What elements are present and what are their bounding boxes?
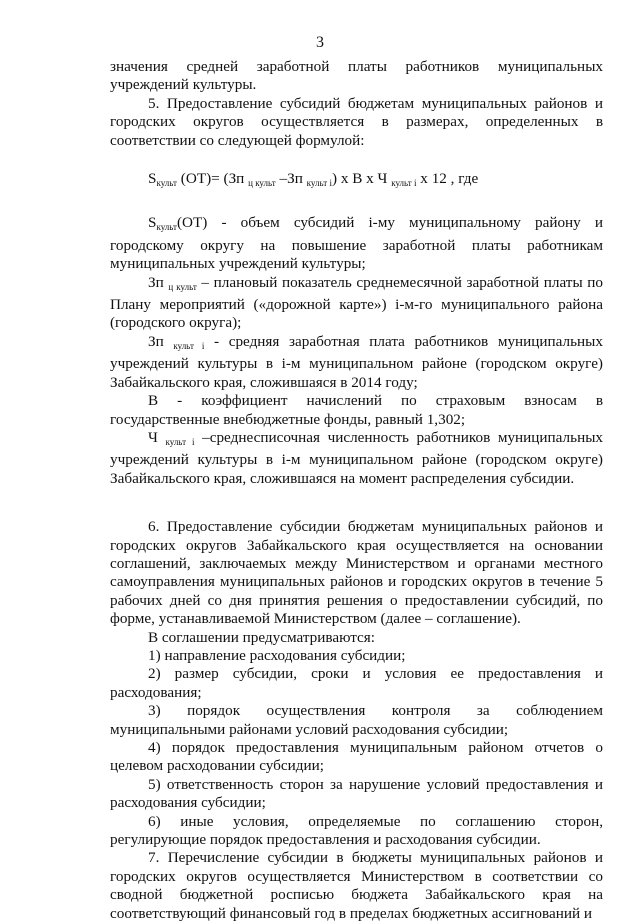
list-item: 4) порядок предоставления муниципальным районом отчетов о целевом расходовании субсидии; (110, 739, 603, 775)
definition-ch (110, 429, 603, 488)
formula-lhs: (ОТ)= (Зп (177, 170, 249, 188)
list-item: 6) иные условия, определяемые по соглашению сторон, регулирующие порядок предоставления и расходования субсидии. (110, 812, 603, 849)
subsidy-formula (110, 170, 603, 192)
def-zp-sub: культ i (173, 340, 205, 351)
def-zpc-symbol: Зп (148, 273, 169, 291)
definition-s (110, 214, 603, 273)
def-ch-sub: культ i (165, 436, 195, 447)
def-s-symbol: S (148, 214, 157, 232)
formula-tail: х 12 , где (416, 170, 479, 188)
def-s-text: (ОТ) - объем субсидий i-му муниципальному району и городскому округу на повышение заработной платы работникам муниципальных учреждений культуры; (110, 214, 603, 273)
formula-zp2-sub: культ i (306, 178, 332, 189)
formula-mid: ) х В х Ч (331, 170, 392, 188)
list-item: 2) размер субсидии, сроки и условия ее предоставления и расходования; (110, 665, 603, 701)
page-number: 3 (316, 34, 324, 51)
paragraph-intro: значения средней заработной платы работников муниципальных учреждений культуры. (110, 58, 603, 94)
paragraph-7: 7. Перечисление субсидии в бюджеты муниципальных районов и городских округов осуществляется Министерством в соответствии со сводной бюджетной росписью бюджета Забайкальского края на соответствующий финансовый год в пределах бюджетных ассигнований и (110, 849, 603, 922)
formula-minus: –Зп (275, 170, 307, 188)
definition-zp-average (110, 333, 603, 392)
def-ch-symbol: Ч (148, 428, 166, 446)
paragraph-6-lead: В соглашении предусматриваются: (148, 628, 376, 646)
def-ch-text: –среднесписочная численность работников муниципальных учреждений культуры в i-м муниципальном районе (городском округе) Забайкальского края, сложившаяся на момент распределения субсидии. (110, 428, 603, 487)
formula-s-sub: культ (156, 178, 177, 189)
def-zp-text: - средняя заработная плата работников муниципальных учреждений культуры в i-м муниципальном районе (городском округе) Забайкальского края, сложившаяся в 2014 году; (110, 332, 603, 391)
formula-zp-sub: ц культ (248, 178, 276, 189)
document-body (110, 58, 603, 923)
def-zp-symbol: Зп (148, 332, 174, 350)
list-item: 5) ответственность сторон за нарушение условий предоставления и расходования субсидии; (110, 775, 603, 812)
formula-s: S (148, 170, 157, 188)
def-zpc-sub: ц культ (168, 281, 197, 292)
definition-b: В - коэффициент начислений по страховым взносам в государственные внебюджетные фонды, равный 1,302; (110, 392, 603, 428)
def-s-sub: культ (156, 222, 177, 233)
formula-ch-sub: культ i (391, 178, 417, 189)
list-item: 3) порядок осуществления контроля за соблюдением муниципальными районами условий расходования субсидии; (110, 702, 603, 738)
paragraph-5: 5. Предоставление субсидий бюджетам муниципальных районов и городских округов осуществляется в размерах, определенных в соответствии со следующей формулой: (110, 94, 603, 149)
def-zpc-text: – плановый показатель среднемесячной заработной платы по Плану мероприятий («дорожной карте») i-м-го муниципального района (городского округа); (110, 273, 603, 332)
list-item: 1) направление расходования субсидии; (148, 646, 406, 664)
paragraph-6: 6. Предоставление субсидии бюджетам муниципальных районов и городских округов Забайкальского края осуществляется на основании соглашений, заключаемых между Министерством и органами местного самоуправления муниципальных районов и городских округов в течение 5 рабочих дней со дня принятия решения о предоставлении субсидий, по форме, устанавливаемой Министерством (далее – соглашение). (110, 518, 603, 628)
definition-zp-plan (110, 274, 603, 333)
